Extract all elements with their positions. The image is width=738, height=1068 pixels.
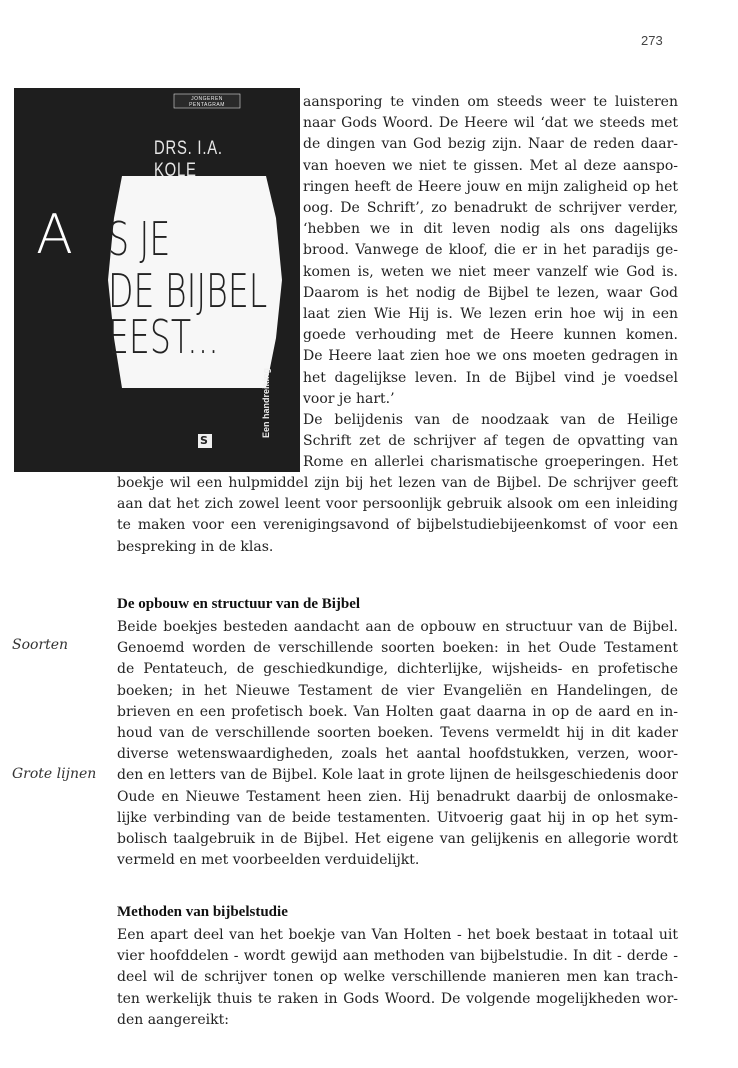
intro-line: de dingen van God bezig zijn. Naar de reden daar-	[303, 136, 678, 153]
section-methods-paragraph	[117, 925, 678, 1031]
cover-title-line-2: DE BIJBEL	[108, 264, 268, 318]
section-heading-methods: Methoden van bijbelstudie	[117, 904, 288, 920]
section1-line: den en letters van de Bijbel. Kole laat in grote lijnen de heilsgeschiedenis door	[117, 767, 678, 784]
section1-line: de Pentateuch, de geschiedkundige, dichterlijke, wijsheids- en profetische	[117, 661, 678, 678]
intro-paragraph	[303, 92, 678, 474]
section1-line: bolisch taalgebruik in de Bijbel. Het eigene van gelijkenis en allegorie wordt	[117, 831, 678, 848]
section2-line: vier hoofddelen - wordt gewijd aan methoden van bijbelstudie. In dit - derde -	[117, 948, 678, 965]
intro-line: Rome en allerlei charismatische groeperingen. Het	[303, 454, 678, 471]
section2-line: ten werkelijk thuis te raken in Gods Woord. De volgende mogelijkheden wor-	[117, 990, 678, 1007]
intro-line: ringen heeft de Heere jouw en mijn zaligheid op het	[303, 178, 678, 195]
intro-line: Daarom is het nodig de Bijbel te lezen, waar God	[303, 284, 678, 301]
section1-line: diverse wetenswaardigheden, zoals het aantal hoofdstukken, verzen, woor-	[117, 746, 678, 763]
margin-note-grote-lijnen: Grote lijnen	[12, 766, 97, 782]
intro-line: voor je hart.’	[303, 390, 395, 407]
intro-line: goede verhouding met de Heere kunnen komen.	[303, 327, 678, 344]
cover-subtitle: Een handreiking	[261, 367, 271, 438]
intro-line: oog. De Schrift’, zo benadrukt de schrijver verder,	[303, 200, 678, 217]
intro-full-line: bespreking in de klas.	[117, 538, 274, 555]
publisher-logo: S	[200, 434, 208, 447]
section1-line: vermeld en met voorbeelden verduidelijkt.	[117, 852, 420, 869]
section2-line: Een apart deel van het boekje van Van Holten - het boek bestaat in totaal uit	[117, 927, 678, 943]
intro-full-line: aan dat het zich zowel leent voor persoonlijk gebruik alsook om een inleiding	[117, 496, 678, 513]
book-cover-image	[14, 88, 300, 472]
intro-line: ‘hebben we in dit leven nodig als ons dagelijks	[303, 221, 678, 238]
margin-note-soorten: Soorten	[12, 637, 69, 653]
intro-continuation	[117, 473, 678, 558]
cover-title-letter: A	[36, 203, 73, 266]
section2-line: den aangereikt:	[117, 1011, 229, 1028]
cover-badge: JONGEREN PENTAGRAM	[189, 96, 225, 108]
intro-line: komen is, weten we niet meer vanzelf wie God is.	[303, 263, 678, 280]
section1-line: lijke verbinding van de beide testamenten. Uitvoerig gaat hij in op het sym-	[117, 809, 678, 826]
intro-line: aansporing te vinden om steeds weer te luisteren	[303, 94, 678, 110]
intro-line: Schrift zet de schrijver af tegen de opvatting van	[303, 433, 678, 450]
section2-line: deel wil de schrijver tonen op welke verschillende manieren men kan trach-	[117, 969, 678, 986]
section1-line: brieven en een profetisch boek. Van Holten gaat daarna in op de aard en in-	[117, 703, 678, 720]
intro-line: laat zien Wie Hij is. We lezen erin hoe wij in een	[303, 306, 678, 323]
section1-line: Genoemd worden de verschillende soorten boeken: in het Oude Testament	[117, 640, 678, 657]
intro-line: het dagelijkse leven. In de Bijbel vind je voedsel	[303, 369, 678, 386]
intro-line: van hoeven we niet te gissen. Met al deze aanspo-	[303, 157, 678, 174]
intro-line: brood. Vanwege de kloof, die er in het paradijs ge-	[303, 242, 678, 259]
section1-line: Oude en Nieuwe Testament heen zien. Hij benadrukt daarbij de onlosmake-	[117, 788, 678, 805]
intro-full-line: boekje wil een hulpmiddel zijn bij het lezen van de Bijbel. De schrijver geeft	[117, 475, 678, 491]
cover-title-line-3: EEST...	[108, 310, 219, 364]
intro-line: De Heere laat zien hoe we ons moeten gedragen in	[303, 348, 678, 365]
page-number: 273	[641, 33, 663, 48]
intro-full-line: te maken voor een verenigingsavond of bijbelstudiebijeenkomst of voor een	[117, 517, 678, 534]
cover-author: DRS. I.A. KOLE	[154, 138, 223, 181]
section-heading-structure: De opbouw en structuur van de Bijbel	[117, 596, 361, 612]
intro-line: naar Gods Woord. De Heere wil ‘dat we steeds met	[303, 115, 678, 132]
section1-line: houd van de verschillende soorten boeken. Tevens vermeldt hij in dit kader	[117, 725, 678, 742]
intro-line: De belijdenis van de noodzaak van de Heilige	[303, 412, 678, 429]
section1-line: Beide boekjes besteden aandacht aan de opbouw en structuur van de Bijbel.	[117, 619, 678, 635]
section1-line: boeken; in het Nieuwe Testament de vier Evangeliën en Handelingen, de	[117, 682, 678, 699]
section-structure-paragraph	[117, 617, 678, 871]
cover-title-line-1: S JE	[108, 212, 171, 266]
